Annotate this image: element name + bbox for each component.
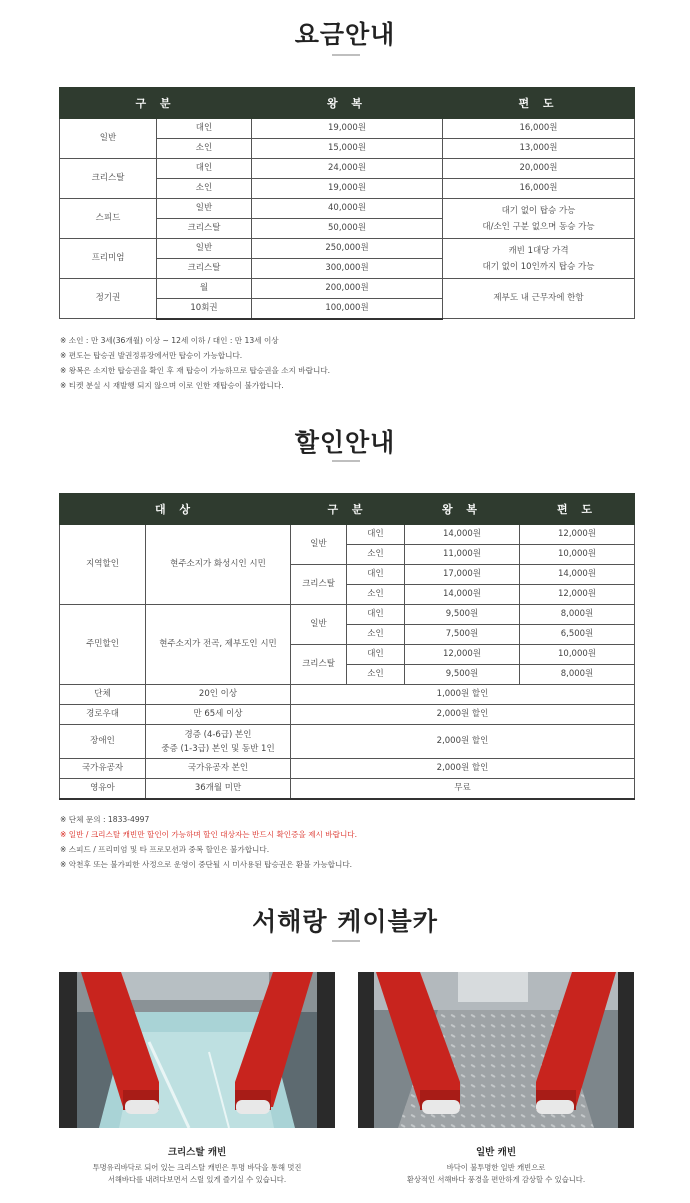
fare-sub-cell: 대인 [157, 119, 252, 139]
discount-title-rule [332, 460, 360, 462]
discount-condition-cell: 현주소지가 전곡, 제부도인 시민 [146, 605, 291, 685]
discount-oneway-cell: 12,000원 [520, 585, 635, 605]
fare-header-round-trip: 왕 복 [252, 88, 443, 119]
table-row [60, 279, 635, 299]
discount-round-cell: 14,000원 [405, 585, 520, 605]
fare-sub-cell: 소인 [157, 139, 252, 159]
crystal-cabin-illustration [59, 972, 335, 1128]
discount-benefit-cell: 무료 [291, 779, 635, 799]
fare-note: ※ 티켓 분실 시 재발행 되지 않으며 이로 인한 재탑승이 불가합니다. [60, 381, 284, 390]
discount-condition-cell: 36개월 미만 [146, 779, 291, 799]
discount-benefit-cell: 2,000원 할인 [291, 759, 635, 779]
table-row [60, 685, 635, 705]
fare-round-cell: 19,000원 [252, 119, 443, 139]
discount-benefit-cell: 2,000원 할인 [291, 705, 635, 725]
discount-target-cell: 경로우대 [60, 705, 146, 725]
discount-header-round-trip: 왕 복 [405, 494, 520, 525]
table-row [60, 759, 635, 779]
fare-group-cell: 크리스탈 [60, 159, 157, 199]
fare-sub-cell: 일반 [157, 199, 252, 219]
discount-oneway-cell: 10,000원 [520, 645, 635, 665]
discount-target-cell: 국가유공자 [60, 759, 146, 779]
fare-table-header [60, 88, 635, 119]
fare-sub-cell: 대인 [157, 159, 252, 179]
discount-condition-cell: 현주소지가 화성시인 시민 [146, 525, 291, 605]
fare-note: ※ 편도는 탑승권 발권정류장에서만 탑승이 가능합니다. [60, 351, 243, 360]
discount-round-cell: 7,500원 [405, 625, 520, 645]
discount-notes [60, 812, 357, 872]
fare-oneway-note: 제부도 내 근무자에 한함 [443, 279, 635, 319]
discount-oneway-cell: 14,000원 [520, 565, 635, 585]
fare-oneway-cell: 16,000원 [443, 179, 635, 199]
discount-round-cell: 17,000원 [405, 565, 520, 585]
discount-oneway-cell: 8,000원 [520, 605, 635, 625]
discount-header-category: 구 분 [291, 494, 405, 525]
fare-sub-cell: 크리스탈 [157, 259, 252, 279]
fare-oneway-note: 대기 없이 탑승 가능 대/소인 구분 없으며 동승 가능 [443, 199, 635, 239]
discount-round-cell: 11,000원 [405, 545, 520, 565]
discount-age-cell: 대인 [347, 525, 405, 545]
discount-target-cell: 주민할인 [60, 605, 146, 685]
table-row [60, 525, 635, 545]
discount-benefit-cell: 2,000원 할인 [291, 725, 635, 759]
fare-group-cell: 일반 [60, 119, 157, 159]
discount-target-cell: 영유아 [60, 779, 146, 799]
fare-sub-cell: 월 [157, 279, 252, 299]
fare-group-cell: 스피드 [60, 199, 157, 239]
discount-oneway-cell: 8,000원 [520, 665, 635, 685]
fare-note: ※ 왕복은 소지한 탑승권을 확인 후 재 탑승이 가능하므로 탑승권을 소지 바랍니다. [60, 366, 331, 375]
discount-header-one-way: 편 도 [520, 494, 635, 525]
discount-oneway-cell: 10,000원 [520, 545, 635, 565]
discount-note-warning: ※ 일반 / 크리스탈 캐빈만 할인이 가능하며 할인 대상자는 반드시 확인증을 제시 바랍니다. [60, 830, 358, 839]
table-row [60, 159, 635, 179]
discount-round-cell: 14,000원 [405, 525, 520, 545]
discount-target-cell: 장애인 [60, 725, 146, 759]
discount-benefit-cell: 1,000원 할인 [291, 685, 635, 705]
discount-type-cell: 일반 [291, 605, 347, 645]
fare-round-cell: 24,000원 [252, 159, 443, 179]
discount-table [59, 493, 635, 800]
discount-age-cell: 소인 [347, 665, 405, 685]
table-row [60, 705, 635, 725]
fare-table [59, 87, 635, 320]
fare-sub-cell: 10회권 [157, 299, 252, 319]
fare-note: ※ 소인 : 만 3세(36개월) 이상 ~ 12세 이하 / 대인 : 만 13세 이상 [60, 336, 279, 345]
discount-type-cell: 크리스탈 [291, 645, 347, 685]
discount-round-cell: 9,500원 [405, 665, 520, 685]
fare-round-cell: 40,000원 [252, 199, 443, 219]
fare-title-rule [332, 54, 360, 56]
general-cabin-photo [358, 972, 634, 1128]
fare-round-cell: 50,000원 [252, 219, 443, 239]
fare-round-cell: 250,000원 [252, 239, 443, 259]
discount-target-cell: 단체 [60, 685, 146, 705]
discount-type-cell: 일반 [291, 525, 347, 565]
discount-age-cell: 소인 [347, 625, 405, 645]
crystal-cabin-desc: 투명유리바닥로 되어 있는 크리스탈 캐빈은 투명 바닥을 통해 멋진 서해바다를 내려다보면서 스릴 있게 즐기실 수 있습니다. [92, 1163, 302, 1184]
general-cabin-desc: 바닥이 불투명한 일반 캐빈으로 환상적인 서해바다 풍경을 편안하게 감상할 수 있습니다. [406, 1163, 586, 1184]
discount-condition-cell: 경증 (4-6급) 본인 중증 (1-3급) 본인 및 동반 1인 [146, 725, 291, 759]
table-row [60, 725, 635, 759]
fare-section-title: 요금안내 [294, 20, 396, 49]
table-row [60, 779, 635, 799]
discount-header-target: 대 상 [60, 494, 291, 525]
table-row [60, 239, 635, 259]
discount-type-cell: 크리스탈 [291, 565, 347, 605]
table-row [60, 119, 635, 139]
discount-round-cell: 12,000원 [405, 645, 520, 665]
discount-condition-cell: 20인 이상 [146, 685, 291, 705]
discount-note: ※ 악천후 또는 불가피한 사정으로 운영이 중단될 시 미사용된 탑승권은 환불 가능합니다. [60, 860, 353, 869]
crystal-cabin-photo [59, 972, 335, 1128]
fare-sub-cell: 일반 [157, 239, 252, 259]
discount-age-cell: 소인 [347, 545, 405, 565]
discount-target-cell: 지역할인 [60, 525, 146, 605]
fare-group-cell: 정기권 [60, 279, 157, 319]
discount-oneway-cell: 12,000원 [520, 525, 635, 545]
fare-round-cell: 200,000원 [252, 279, 443, 299]
fare-header-category: 구 분 [60, 88, 252, 119]
discount-age-cell: 대인 [347, 565, 405, 585]
discount-condition-cell: 국가유공자 본인 [146, 759, 291, 779]
fare-notes [60, 333, 330, 393]
general-cabin-illustration [358, 972, 634, 1128]
crystal-cabin-title: 크리스탈 캐빈 [167, 1147, 227, 1158]
table-row [60, 605, 635, 625]
discount-section-title: 할인안내 [294, 428, 396, 457]
table-row [60, 199, 635, 219]
fare-header-one-way: 편 도 [443, 88, 635, 119]
fare-sub-cell: 크리스탈 [157, 219, 252, 239]
cablecar-section-title: 서해랑 케이블카 [252, 907, 438, 936]
fare-round-cell: 19,000원 [252, 179, 443, 199]
fare-sub-cell: 소인 [157, 179, 252, 199]
fare-oneway-note: 캐빈 1대당 가격 대기 없이 10인까지 탑승 가능 [443, 239, 635, 279]
discount-table-header [60, 494, 635, 525]
discount-age-cell: 대인 [347, 645, 405, 665]
cablecar-title-rule [332, 940, 360, 942]
discount-condition-cell: 만 65세 이상 [146, 705, 291, 725]
fare-round-cell: 15,000원 [252, 139, 443, 159]
fare-round-cell: 300,000원 [252, 259, 443, 279]
discount-age-cell: 대인 [347, 605, 405, 625]
discount-oneway-cell: 6,500원 [520, 625, 635, 645]
discount-age-cell: 소인 [347, 585, 405, 605]
fare-oneway-cell: 16,000원 [443, 119, 635, 139]
fare-oneway-cell: 13,000원 [443, 139, 635, 159]
fare-group-cell: 프리미엄 [60, 239, 157, 279]
fare-round-cell: 100,000원 [252, 299, 443, 319]
discount-note: ※ 스피드 / 프리미엄 및 타 프로모션과 중복 할인은 불가합니다. [60, 845, 270, 854]
fare-oneway-cell: 20,000원 [443, 159, 635, 179]
discount-note: ※ 단체 문의 : 1833-4997 [60, 815, 150, 824]
discount-round-cell: 9,500원 [405, 605, 520, 625]
general-cabin-title: 일반 캐빈 [475, 1147, 516, 1158]
